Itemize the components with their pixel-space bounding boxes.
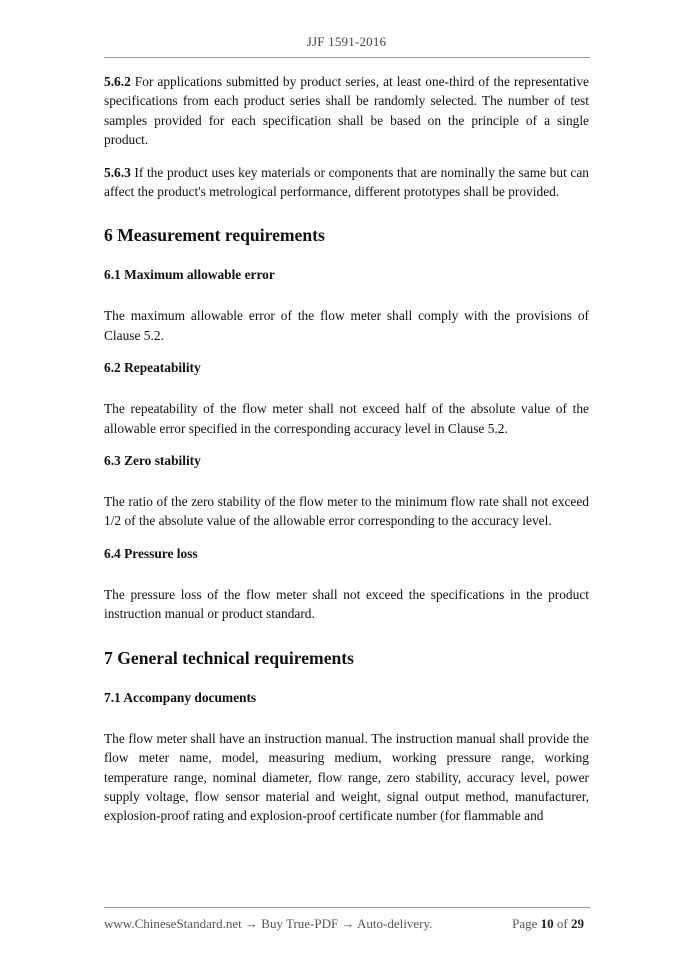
subsection-6-2-heading: 6.2 Repeatability: [104, 360, 201, 376]
subsection-6-2-text: The repeatability of the flow meter shall not exceed half of the absolute value of the allowable error specified in the corresponding accuracy level in Clause 5.2.: [104, 401, 589, 436]
subsection-6-1-text: The maximum allowable error of the flow meter shall comply with the provisions of Clause 5.2.: [104, 308, 589, 343]
footer-link[interactable]: www.ChineseStandard.net → Buy True-PDF → Auto-delivery.: [104, 916, 433, 931]
page-of: of: [556, 916, 568, 931]
running-header: JJF 1591-2016: [306, 34, 387, 49]
page-label: Page: [512, 916, 538, 931]
subsection-6-3-text: The ratio of the zero stability of the flow meter to the minimum flow rate shall not exceed 1/2 of the absolute value of the allowable error corresponding to the accuracy level.: [104, 494, 589, 529]
page-current: 10: [540, 916, 554, 931]
subsection-6-4-text: The pressure loss of the flow meter shall not exceed the specifications in the product instruction manual or product standard.: [104, 586, 589, 622]
clause-number: 5.6.3: [104, 164, 131, 180]
subsection-6-4-heading: 6.4 Pressure loss: [104, 545, 198, 561]
section-6-heading: 6 Measurement requirements: [104, 225, 325, 246]
clause-text: If the product uses key materials or components that are nominally the same but can affect the product's metrological performance, different prototypes shall be provided.: [104, 164, 589, 200]
section-7-heading: 7 General technical requirements: [104, 647, 355, 668]
page-content: [104, 72, 589, 839]
clause-text: For applications submitted by product series, at least one-third of the representative specifications from each product series shall be randomly selected. The number of test samples provided for each specification shall be based on the principle of a single product.: [104, 74, 589, 148]
clause-5-6-3: [104, 163, 589, 202]
subsection-7-1-heading: 7.1 Accompany documents: [104, 689, 257, 705]
footer-divider: [104, 907, 590, 908]
header-divider: [104, 57, 590, 58]
page-total: 29: [571, 916, 584, 931]
page-number: [512, 916, 584, 932]
subsection-7-1-text: The flow meter shall have an instruction manual. The instruction manual shall provide the flow meter name, model, measuring medium, working pressure range, working temperature range, nominal diameter, flow range, zero stability, accuracy level, power supply voltage, flow sensor material and weight, signal output method, manufacturer, explosion-proof rating and explosion-proof certificate number (for flammable and: [104, 730, 589, 824]
subsection-6-1-heading: 6.1 Maximum allowable error: [104, 267, 275, 283]
clause-5-6-2: [104, 72, 589, 150]
clause-number: 5.6.2: [104, 74, 131, 89]
subsection-6-3-heading: 6.3 Zero stability: [104, 453, 201, 469]
